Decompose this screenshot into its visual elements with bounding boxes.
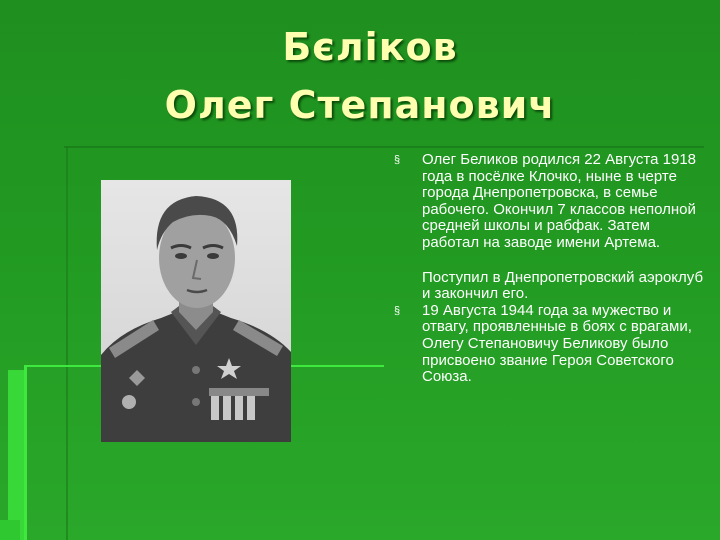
frame-line-top <box>64 146 704 148</box>
portrait-illustration <box>101 180 291 442</box>
bullet-item-1 <box>394 152 704 252</box>
slide-title <box>0 18 720 134</box>
paragraph-continuation <box>394 270 704 303</box>
decor-bar-left <box>8 370 24 540</box>
title-name: Олег Степанович <box>164 83 556 127</box>
bullet-icon: § <box>394 154 401 166</box>
bullet-icon: § <box>394 304 401 317</box>
decor-line-vertical <box>24 365 27 540</box>
paragraph-birth: Олег Беликов родился 22 Августа 1918 года в посёлке Клочко, ныне в черте города Днепропетровска, в семье рабочего. Окончил 7 классов неполной средней школы и рабфак. Затем работал на заводе имени Артема. <box>422 151 696 251</box>
bullet-item-2 <box>394 303 704 386</box>
frame-line-left <box>66 146 68 540</box>
biography-text <box>394 152 704 386</box>
paragraph-aeroclub: Поступил в Днепропетровский аэроклуб и закончил его. <box>422 268 704 303</box>
paragraph-hero-award: 19 Августа 1944 года за мужество и отвагу, проявленные в боях с врагами, Олегу Степановичу Беликову было присвоено звание Героя Советского Союза. <box>422 301 692 386</box>
decor-block <box>0 520 20 540</box>
title-surname: Бєліков <box>282 25 458 69</box>
portrait-photo <box>101 180 291 442</box>
